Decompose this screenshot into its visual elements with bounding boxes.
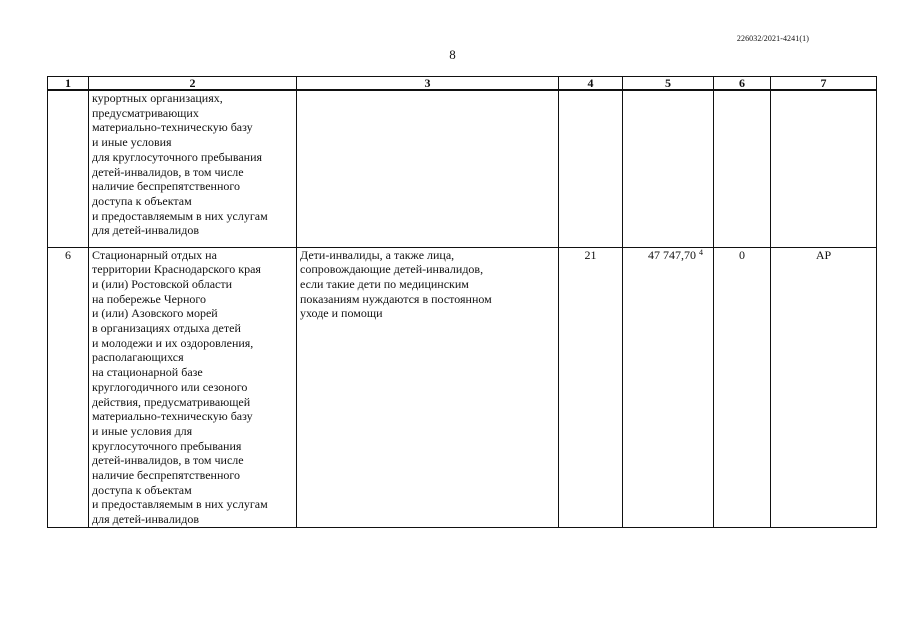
- page-number: 8: [449, 47, 456, 62]
- cell-text-line: и (или) Ростовской области: [92, 276, 233, 291]
- cell-text-line: и предоставляемым в них услугам: [92, 208, 268, 223]
- cost-value: 47 747,70: [648, 247, 696, 262]
- cell-text-line: действия, предусматривающей: [92, 394, 251, 409]
- cell-text-line: Дети-инвалиды, а также лица,: [300, 247, 455, 262]
- cell-service-description: [89, 90, 297, 247]
- cell-text-line: располагающихся: [92, 350, 184, 365]
- cell-text-line: показаниям нуждаются в постоянном: [300, 291, 492, 306]
- cell-text-line: сопровождающие детей-инвалидов,: [300, 262, 484, 277]
- cell-text-line: и иные условия для: [92, 423, 193, 438]
- column-header-7: 7: [771, 77, 877, 91]
- cell-text-line: территории Краснодарского края: [92, 262, 261, 277]
- cell-text-line: Стационарный отдых на: [92, 247, 217, 262]
- cell-text-line: на побережье Черного: [92, 291, 207, 306]
- cell-col7: [771, 90, 877, 247]
- cell-text-line: уходе и помощи: [300, 306, 383, 321]
- cell-text-line: доступа к объектам: [92, 482, 192, 497]
- cell-text-line: и иные условия: [92, 135, 172, 150]
- cell-col6: [714, 90, 771, 247]
- cell-text-line: для детей-инвалидов: [92, 223, 199, 238]
- cell-text-line: детей-инвалидов, в том числе: [92, 164, 244, 179]
- column-header-6: 6: [714, 77, 771, 91]
- cell-col5-value: [623, 247, 714, 527]
- table-row-6: [48, 247, 877, 527]
- cell-recipients: [297, 90, 559, 247]
- cell-text-line: круглосуточного пребывания: [92, 438, 242, 453]
- cell-text-line: если такие дети по медицинским: [300, 276, 469, 291]
- cell-row-number: 6: [48, 247, 89, 527]
- cell-text-line: наличие беспрепятственного: [92, 468, 240, 483]
- table-row-continuation: [48, 90, 877, 247]
- document-number: 226032/2021-4241(1): [736, 34, 809, 43]
- column-header-1: 1: [48, 77, 89, 91]
- column-header-3: 3: [297, 77, 559, 91]
- cell-text-line: курортных организациях,: [92, 91, 223, 105]
- footnote-marker: 4: [699, 247, 703, 257]
- cell-service-description: [89, 247, 297, 527]
- cell-recipients: [297, 247, 559, 527]
- cell-text-line: детей-инвалидов, в том числе: [92, 453, 244, 468]
- cell-text-line: материально-техническую базу: [92, 409, 253, 424]
- cell-col5: [623, 90, 714, 247]
- cell-text-line: на стационарной базе: [92, 365, 203, 380]
- cell-col6-value: 0: [714, 247, 771, 527]
- cell-text-line: и предоставляемым в них услугам: [92, 497, 268, 512]
- services-table: [47, 76, 877, 528]
- cell-row-number: [48, 90, 89, 247]
- cell-col4: [559, 90, 623, 247]
- column-number-header-row: [48, 77, 877, 91]
- cell-text-line: наличие беспрепятственного: [92, 179, 240, 194]
- cell-text-line: для детей-инвалидов: [92, 512, 199, 527]
- cell-col7-value: АР: [771, 247, 877, 527]
- cell-text-line: и (или) Азовского морей: [92, 306, 218, 321]
- cell-text-line: материально-техническую базу: [92, 120, 253, 135]
- cell-text-line: предусматривающих: [92, 105, 199, 120]
- cell-text-line: для круглосуточного пребывания: [92, 149, 263, 164]
- cell-col4-value: 21: [559, 247, 623, 527]
- cell-text-line: в организациях отдыха детей: [92, 321, 241, 336]
- cell-text-line: доступа к объектам: [92, 193, 192, 208]
- column-header-5: 5: [623, 77, 714, 91]
- column-header-2: 2: [89, 77, 297, 91]
- cell-text-line: и молодежи и их оздоровления,: [92, 335, 254, 350]
- column-header-4: 4: [559, 77, 623, 91]
- cell-text-line: круглогодичного или сезоного: [92, 379, 248, 394]
